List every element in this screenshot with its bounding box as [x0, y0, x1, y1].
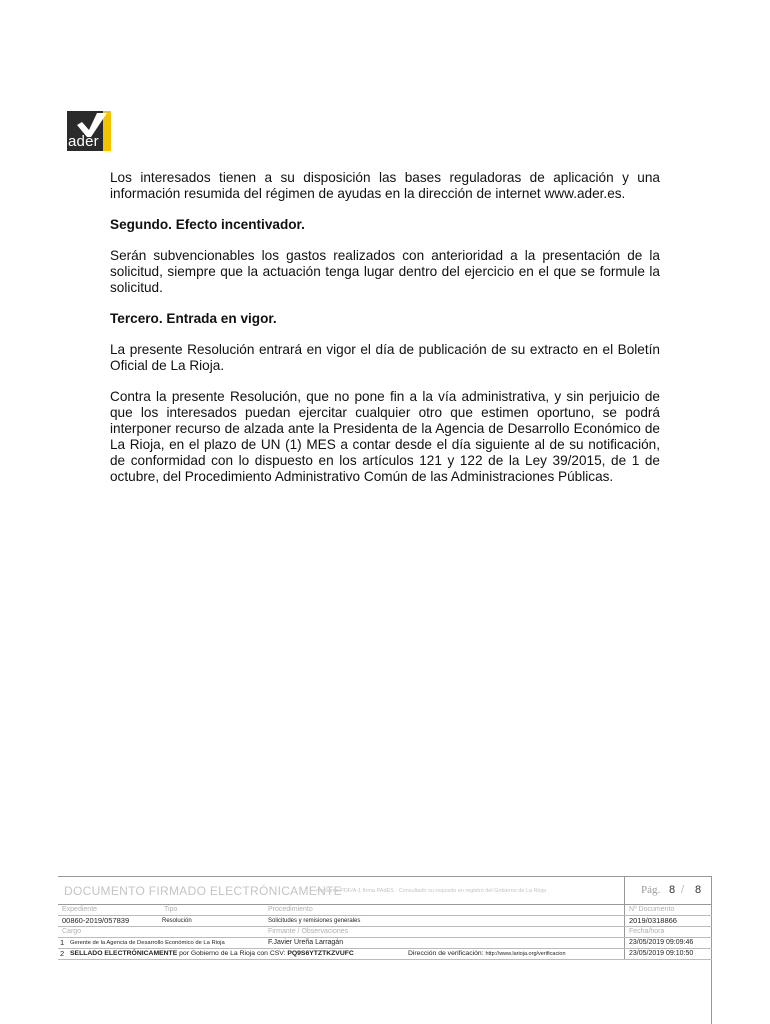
page-indicator	[624, 877, 713, 904]
verification-label: Dirección de verificación:	[408, 950, 484, 957]
signature-row-1	[58, 938, 712, 949]
label-procedimiento: Procedimiento	[268, 906, 313, 913]
verification-address	[408, 949, 566, 959]
footer-values-row	[58, 916, 712, 927]
document-body	[110, 170, 660, 500]
paragraph-vigor: La presente Resolución entrará en vigor el día de publicación de su extracto en el Boletín Oficial de La Rioja.	[110, 342, 660, 373]
footer-labels-row	[58, 905, 712, 916]
label-fecha: Fecha/hora	[624, 927, 664, 937]
sellado-por: por Gobierno de La Rioja con CSV:	[179, 950, 286, 957]
documento-value: 2019/0318866	[624, 916, 677, 926]
logo-text: ader	[68, 133, 99, 150]
label-cargo: Cargo	[62, 928, 82, 935]
label-tipo: Tipo	[164, 906, 178, 913]
signature-2-fecha: 23/05/2019 09:10:50	[624, 949, 693, 959]
ader-logo	[67, 111, 111, 151]
paragraph-bases: Los interesados tienen a su disposición las bases reguladoras de aplicación y una información resumida del régimen de ayudas en la dirección de internet www.ader.es.	[110, 170, 660, 201]
page-current: 8	[669, 884, 676, 896]
signature-1-fecha: 23/05/2019 09:09:46	[624, 938, 693, 948]
page-total: 8	[695, 884, 702, 896]
signature-2-number: 2	[60, 949, 65, 958]
footer-title: DOCUMENTO FIRMADO ELECTRÓNICAMENTE	[64, 884, 342, 898]
label-documento: Nº Documento	[624, 905, 674, 915]
paragraph-recurso: Contra la presente Resolución, que no pone fin a la vía administrativa, y sin perjuicio de que los interesados puedan ejercitar cualquier otro que estimen oportuno, se podrá interponer recurso de alzada ante la Presidenta de la Agencia de Desarrollo Económico de La Rioja, en el plazo de UN (1) MES a contar desde el día siguiente al de su notificación, de conformidad con lo dispuesto en los artículos 121 y 122 de la Ley 39/2015, de 1 de octubre, del Procedimiento Administrativo Común de las Administraciones Públicas.	[110, 389, 660, 484]
tipo-value: Resolución	[162, 918, 192, 924]
signature-1-cargo: Gerente de la Agencia de Desarrollo Económico de La Rioja	[70, 940, 225, 946]
footer-subtitle: mediante PDF/A-1 firma PAdES · Consultado su requisito en registro del Gobierno de La Rioja	[316, 888, 547, 894]
page-separator: /	[681, 884, 685, 896]
procedimiento-value: Solicitudes y remisiones generales	[268, 918, 361, 924]
footer-header	[58, 876, 712, 905]
verification-url[interactable]: http://www.larioja.org/verificacion	[485, 951, 566, 957]
paragraph-gastos: Serán subvencionables los gastos realizados con anterioridad a la presentación de la solicitud, siempre que la actuación tenga lugar dentro del ejercicio en el que se formule la solicitud.	[110, 248, 660, 295]
expediente-value: 00860-2019/057839	[62, 916, 130, 925]
signature-1-number: 1	[60, 938, 65, 947]
signature-row-2	[58, 949, 712, 960]
label-firmante: Firmante / Observaciones	[268, 928, 349, 935]
signature-2-text	[70, 949, 354, 959]
sellado-label: SELLADO ELECTRÓNICAMENTE	[70, 950, 178, 957]
page-label: Pág.	[641, 884, 661, 896]
signature-1-firmante: F.Javier Ureña Larragán	[268, 939, 344, 946]
footer-labels-row-2	[58, 927, 712, 938]
heading-entrada-en-vigor: Tercero. Entrada en vigor.	[110, 311, 277, 326]
csv-code: PQ9S6YTZTKZVUFC	[287, 950, 354, 957]
signature-footer	[58, 876, 712, 960]
heading-efecto-incentivador: Segundo. Efecto incentivador.	[110, 217, 305, 232]
label-expediente: Expediente	[62, 906, 98, 913]
